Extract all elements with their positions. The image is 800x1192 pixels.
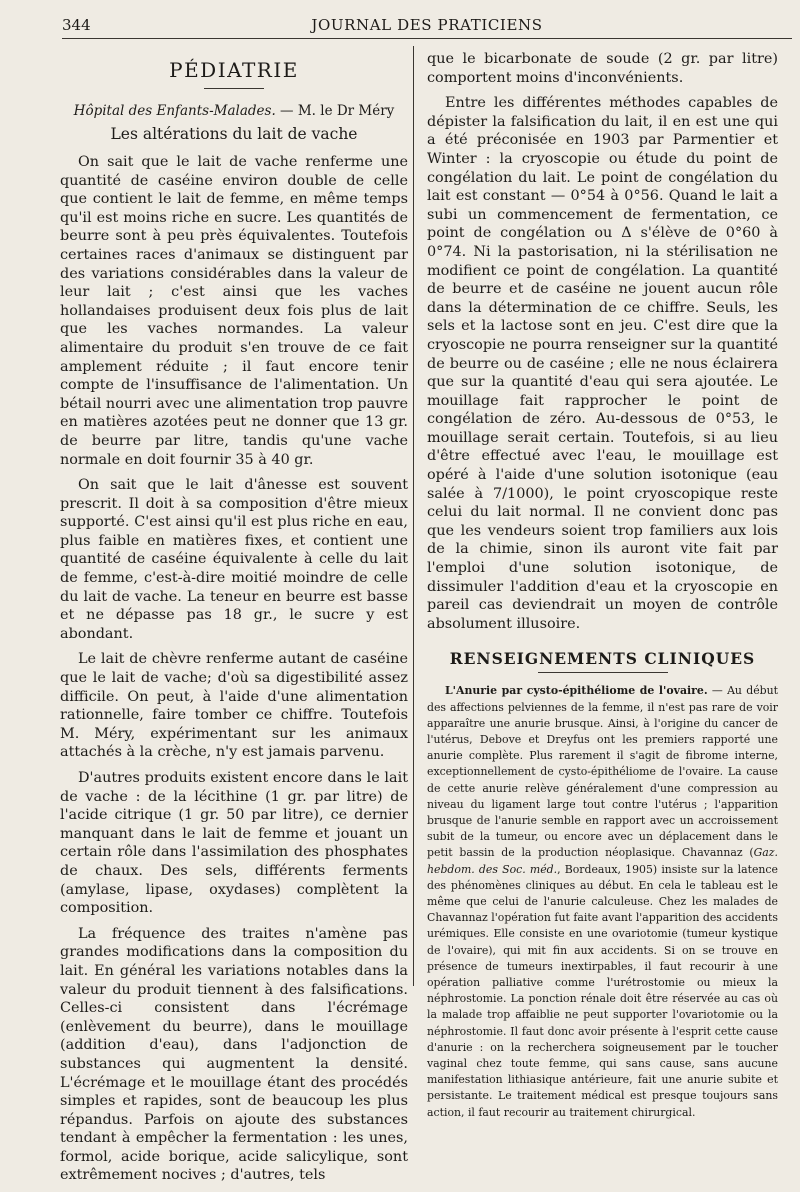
running-header [62,14,792,39]
author-name: — M. le Dr Méry [275,103,395,119]
paragraph-continued: que le bicarbonate de soude (2 gr. par litre) comportent moins d'inconvénients. [427,51,778,86]
hospital-byline [60,103,408,119]
paragraph: On sait que le lait d'ânesse est souvent prescrit. Il doit à sa composition d'être mieux supporté. C'est ainsi qu'il est plus riche en eau, plus faible en matières fixes, et contient une quantité de caséine équivalente à celle du lait de femme, c'est-à-dire moitié moindre de celle du lait de vache. La teneur en beurre est basse et ne dépasse pas 18 gr., le sucre y est abondant. [60,477,408,642]
clinical-section-title: RENSEIGNEMENTS CLINIQUES [449,649,756,669]
paragraph: Entre les différentes méthodes capables de dépister la falsification du lait, il en est une qui a été préconisée en 1903 par Parmentier et Winter : la cryoscopie ou étude du point de congélation du lait. Le point de congélation du lait est constant — 0°54 à 0°56. Quand le lait a subi un commencement de fermentation, ce point de congélation ou Δ s'élève de 0°60 à 0°74. Ni la pastorisation, ni la stérilisation ne modifient ce point de congélation. La quantité de beurre et de caséine ne jouent aucun rôle dans la détermination de ce chiffre. Seuls, les sels et la lactose sont en jeu. C'est dire que la cryoscopie ne pourra renseigner sur la quantité de beurre ou de caséine ; elle ne nous éclairera que sur la quantité d'eau qui sera ajoutée. Le mouillage fait rapprocher le point de congélation de zéro. Au-dessous de 0°53, le mouillage serait certain. Toutefois, si au lieu d'être effectué avec l'eau, le mouillage est opéré à l'aide d'une solution isotonique (eau salée à 7/1000), le point cryoscopique reste celui du lait normal. Il ne convient donc pas que les vendeurs soient trop familiers aux lois de la chimie, sinon ils auront vite fait par l'emploi d'une solution isotonique, de dissimuler l'addition d'eau et la cryoscopie en pareil cas deviendrait un moyen de contrôle absolument illusoire. [427,95,778,632]
clinical-lead: L'Anurie par cysto-épithéliome de l'ovaire. [445,684,708,698]
paragraph: Le lait de chèvre renferme autant de caséine que le lait de vache; d'où sa digestibilité assez difficile. On peut, à l'aide d'une alimentation rationnelle, faire tomber ce chiffre. Toutefois M. Méry, expérimentant sur les animaux attachés à la crèche, n'y est jamais parvenu. [60,651,408,761]
clinical-paragraph [427,683,778,1120]
clinical-text-2: , Bordeaux, 1905) insiste sur la latence des phénomènes cliniques au début. En cela le tableau est le même que celui de l'anurie calculeuse. Chez les malades de Chavannaz l'opération fut faite avant l'apparition des accidents urémiques. Elle consiste en une ovariotomie (tumeur kystique de l'ovaire), qui mit fin aux accidents. Si on se trouve en présence de tumeurs inextirpables, il faut recourir à une opération palliative comme l'urétrostomie ou mieux la néphrostomie. La ponction rénale doit être réservée au cas où la malade trop affaiblie ne peut supporter l'ovariotomie ou la néphrostomie. Il faut donc avoir présente à l'esprit cette cause d'anurie : on la recherchera soigneusement par le toucher vaginal chez toute femme, qui sans cause, sans aucune manifestation lithiasique antérieure, fait une anurie subite et persistante. Le traitement médical est presque toujours sans action, il faut recourir au traitement chirurgical. [427,862,778,1119]
clinical-text-1: — Au début des affections pelviennes de la femme, il n'est pas rare de voir apparaître une anurie brusque. Ainsi, à l'origine du cancer de l'utérus, Debove et Dreyfus ont les premiers rapporté une anurie complète. Plus rarement il s'agit de fibrome interne, exceptionnellement de cysto-épithéliome de l'ovaire. La cause de cette anurie relève généralement d'une compression au niveau du ligament large tout contre l'utérus ; l'apparition brusque de l'anurie semble en rapport avec un accroissement subit de la tumeur, ou encore avec un déplacement dans le petit bassin de la production néoplasique. Chavannaz ( [427,684,778,860]
section-title-rule [204,88,264,89]
article-subtitle: Les altérations du lait de vache [110,125,358,143]
clinical-citation: Gaz. hebdom. des Soc. méd. [427,846,778,876]
paragraph: D'autres produits existent encore dans le lait de vache : de la lécithine (1 gr. par litre) de l'acide citrique (1 gr. 50 par litre), ce dernier manquant dans le lait de femme et jouant un certain rôle dans l'assimilation des phosphates de chaux. Des sels, différents ferments (amylase, lipase, oxydases) complètent la composition. [60,770,408,917]
paragraph: On sait que le lait de vache renferme une quantité de caséine environ double de celle que contient le lait de femme, en même temps qu'il est moins riche en sucre. Les quantités de beurre sont à peu près équivalentes. Toutefois certaines races d'animaux se distinguent par des variations considérables dans la valeur de leur lait ; c'est ainsi que les vaches hollandaises produisent deux fois plus de lait que les vaches normandes. La valeur alimentaire du produit s'en trouve de ce fait amplement réduite ; il faut encore tenir compte de l'insuffisance de l'alimentation. Un bétail nourri avec une alimentation trop pauvre en matières azotées peut ne donner que 13 gr. de beurre par litre, tandis qu'une vache normale en doit fournir 35 à 40 gr. [60,154,408,468]
column-divider [413,46,414,986]
hospital-name: Hôpital des Enfants-Malades. [73,103,276,119]
journal-title: JOURNAL DES PRATICIENS [311,16,543,34]
page-number: 344 [62,16,91,34]
paragraph: La fréquence des traites n'amène pas grandes modifications dans la composition du lait. En général les variations notables dans la valeur du produit tiennent à des falsifications. Celles-ci consistent dans l'écrémage (enlèvement du beurre), dans le mouillage (addition d'eau), dans l'adjonction de substances qui augmentent la densité. L'écrémage et le mouillage étant des procédés simples et rapides, sont de beaucoup les plus répandus. Parfois on ajoute des substances tendant à empêcher la fermentation : les unes, formol, acide borique, acide salicylique, sont extrêmement nocives ; d'autres, tels [60,925,408,1184]
section-title-pediatrie: PÉDIATRIE [169,58,299,82]
clinical-title-rule [538,672,668,673]
right-column [427,50,778,1121]
left-column [60,50,408,1192]
